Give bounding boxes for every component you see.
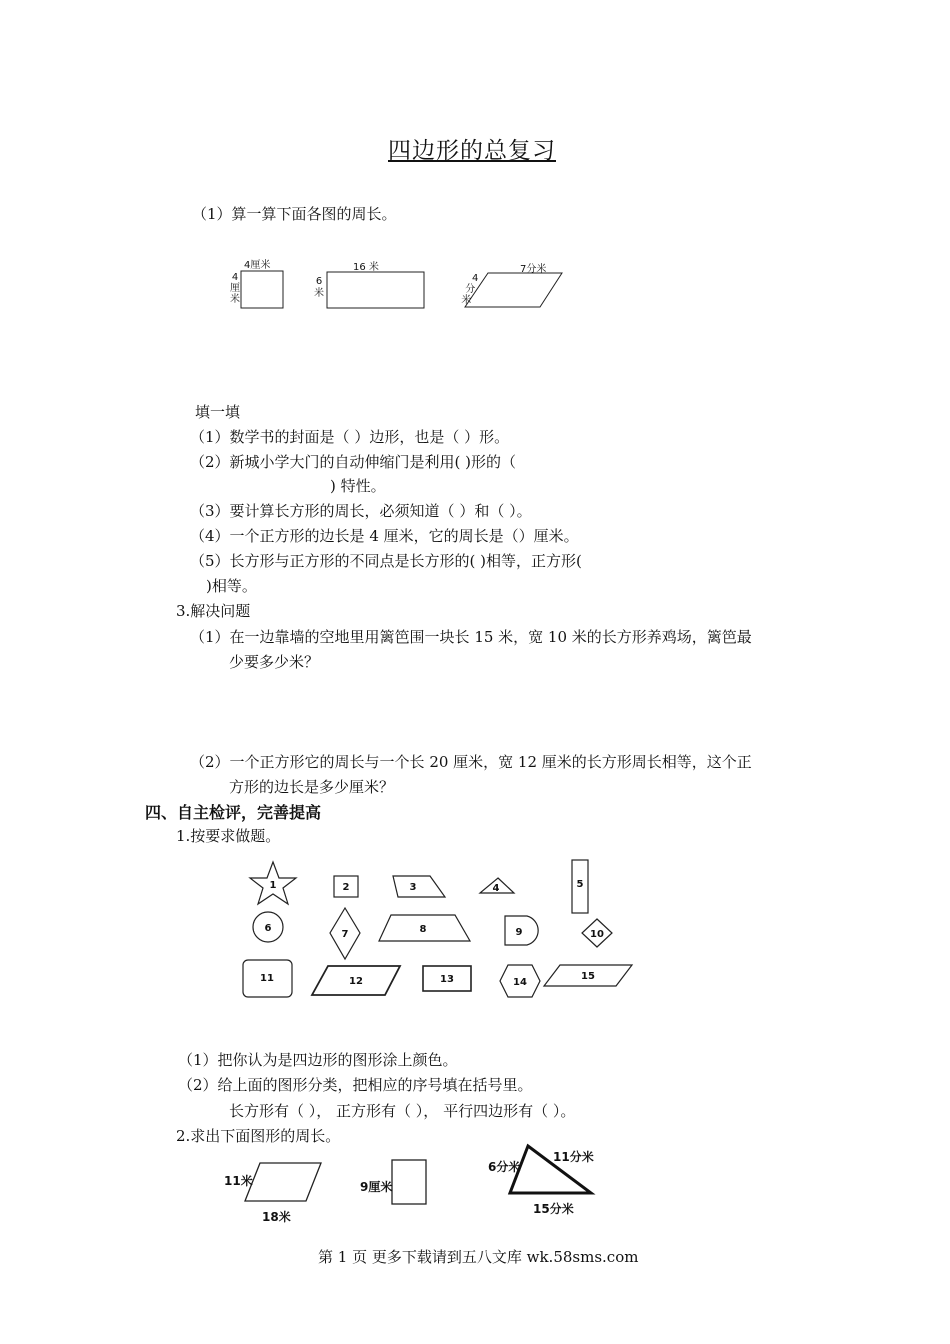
section4-heading: 四、自主检评，完善提高 — [145, 803, 322, 822]
tri-bottom-15dm: 15分米 — [533, 1202, 574, 1216]
sub2-text: （2）给上面的图形分类，把相应的序号填在括号里。 — [178, 1076, 533, 1094]
shape-label-11: 11 — [260, 973, 274, 984]
classify-text: 长方形有（ ）， 正方形有（ ）， 平行四边形有（ ）。 — [229, 1102, 576, 1120]
page-title: 四边形的总复习 — [388, 138, 556, 164]
shape-label-1: 1 — [269, 880, 277, 891]
para-side-label: 4 分 米 — [461, 273, 479, 306]
fill-q2-line1: （2）新城小学大门的自动伸缩门是利用( )形的（ — [190, 453, 517, 471]
solve-q1-line2: 少要多少米？ — [229, 653, 320, 671]
sub1-text: （1）把你认为是四边形的图形涂上颜色。 — [178, 1051, 458, 1069]
para-bottom-18m: 18米 — [262, 1210, 291, 1224]
tri-right-11dm: 11分米 — [553, 1150, 594, 1164]
shape-label-10: 10 — [590, 929, 604, 940]
square-top-label: 4厘米 — [244, 260, 271, 271]
fill-heading: 填一填 — [195, 403, 241, 421]
shape-label-7: 7 — [341, 929, 349, 940]
tri-left-6dm: 6分米 — [488, 1160, 521, 1174]
fill-q5-line2: )相等。 — [206, 577, 257, 595]
fill-q5-line1: （5）长方形与正方形的不同点是长方形的( )相等，正方形( — [190, 552, 582, 570]
rect-side-label: 6 米 — [314, 276, 324, 299]
para-top-label: 7分米 — [520, 264, 547, 275]
shape-label-8: 8 — [419, 924, 427, 935]
solve-q2-line2: 方形的边长是多少厘米？ — [229, 778, 395, 796]
solve-q1-line1: （1）在一边靠墙的空地里用篱笆围一块长 15 米，宽 10 米的长方形养鸡场，篱笆最 — [190, 628, 752, 646]
solve-heading: 3.解决问题 — [176, 602, 251, 620]
shape-label-14: 14 — [513, 977, 527, 988]
shape-label-3: 3 — [409, 882, 417, 893]
shape-label-15: 15 — [581, 971, 595, 982]
fill-q1: （1）数学书的封面是（ ）边形，也是（ ）形。 — [190, 428, 510, 446]
fill-q4: （4）一个正方形的边长是 4 厘米，它的周长是（）厘米。 — [190, 527, 579, 545]
shape-label-4: 4 — [492, 883, 500, 894]
task2-text: 2.求出下面图形的周长。 — [176, 1127, 341, 1145]
page-footer: 第 1 页 更多下载请到五八文库 wk.58sms.com — [318, 1248, 639, 1266]
square-side-9cm: 9厘米 — [360, 1180, 393, 1194]
solve-q2-line1: （2）一个正方形它的周长与一个长 20 厘米，宽 12 厘米的长方形周长相等，这个正 — [190, 753, 752, 771]
fill-q3: （3）要计算长方形的周长，必须知道（ ）和（ ）。 — [190, 502, 532, 520]
shape-label-2: 2 — [342, 882, 350, 893]
shape-label-12: 12 — [349, 976, 363, 987]
task1-text: 1.按要求做题。 — [176, 827, 281, 845]
perimeter-square — [392, 1160, 426, 1204]
part1-question: （1）算一算下面各图的周长。 — [192, 205, 397, 223]
square-side-label: 4 厘 米 — [230, 272, 240, 305]
perimeter-parallelogram — [245, 1163, 321, 1201]
shape-label-5: 5 — [576, 879, 584, 890]
rect-top-label: 16 米 — [353, 262, 379, 273]
fill-q2-line2: ) 特性。 — [330, 477, 386, 495]
shape-label-6: 6 — [264, 923, 272, 934]
shape-label-13: 13 — [440, 974, 454, 985]
para-side-11m: 11米 — [224, 1174, 253, 1188]
shape-label-9: 9 — [515, 927, 523, 938]
